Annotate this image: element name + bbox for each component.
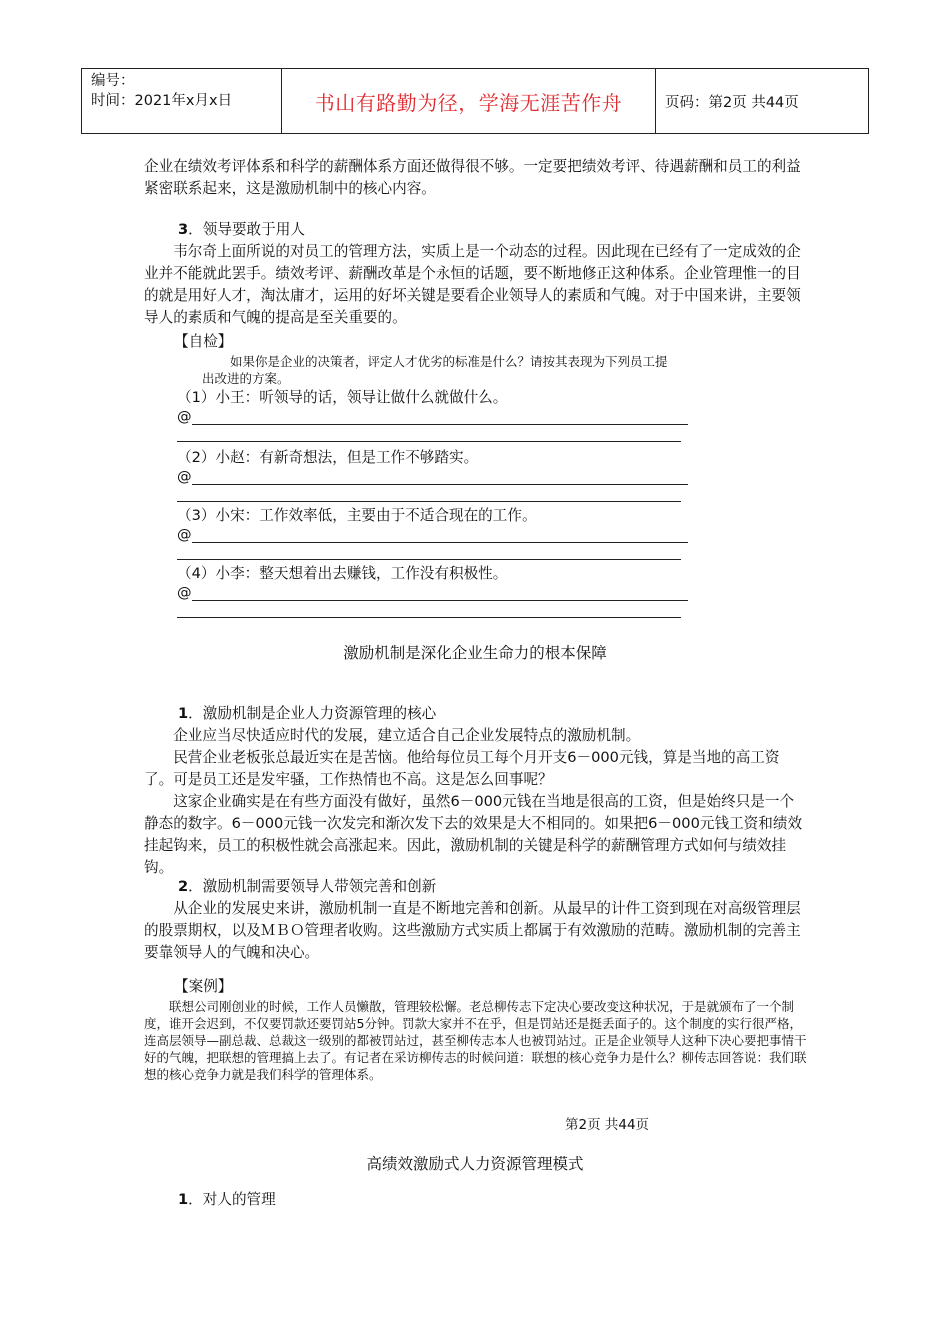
answer-line-3[interactable]: @ bbox=[177, 526, 688, 560]
answer-line-1[interactable]: @ bbox=[177, 408, 688, 442]
self-check-prompt-2: 出改进的方案。 bbox=[202, 371, 290, 386]
header-motto: 书山有路勤为径，学海无涯苦作舟 bbox=[282, 69, 656, 133]
answer-line-2[interactable]: @ bbox=[177, 468, 688, 502]
part-2-title: ．激励机制需要领导人带领完善和创新 bbox=[188, 878, 437, 895]
self-check-item-1: （1）小王：听领导的话，领导让做什么就做什么。 bbox=[177, 389, 508, 406]
page-header bbox=[81, 68, 869, 134]
section-3-heading bbox=[144, 219, 808, 241]
self-check-label: 【自检】 bbox=[174, 333, 233, 350]
part-2-number: 2 bbox=[178, 878, 189, 895]
answer-line-4[interactable]: @ bbox=[177, 584, 688, 618]
part-1-paragraph-2: 民营企业老板张总最近实在是苦恼。他给每位员工每个月开支6－000元钱，算是当地的高工资了。可是员工还是发牢骚，工作热情也不高。这是怎么回事呢？ bbox=[144, 749, 780, 788]
case-text: 联想公司刚创业的时候，工作人员懒散，管理较松懈。老总柳传志下定决心要改变这种状况，于是就颁布了一个制度，谁开会迟到，不仅要罚款还要罚站5分钟。罚款大家并不在乎，但是罚站还是挺丢面子的。这个制度的实行很严格，连高层领导—副总裁、总裁这一级别的都被罚站过，甚至柳传志本人也被罚站过。正是企业领导人这种下决心要把事情干好的气魄，把联想的管理搞上去了。有记者在采访柳传志的时候问道：联想的核心竞争力是什么？柳传志回答说：我们联想的核心竞争力就是我们科学的管理体系。 bbox=[144, 999, 807, 1082]
part-2 bbox=[144, 876, 808, 964]
part-1-heading bbox=[144, 703, 808, 725]
case-section bbox=[144, 976, 808, 1083]
header-page-number: 页码：第2页 共44页 bbox=[665, 94, 799, 111]
self-check-item-3: （3）小宋：工作效率低，主要由于不适合现在的工作。 bbox=[177, 507, 537, 524]
intro-paragraph: 企业在绩效考评体系和科学的薪酬体系方面还做得很不够。一定要把绩效考评、待遇薪酬和员工的利益紧密联系起来，这是激励机制中的核心内容。 bbox=[144, 158, 801, 197]
part-2-paragraph-1: 从企业的发展史来讲，激励机制一直是不断地完善和创新。从最早的计件工资到现在对高级管理层的股票期权，以及ＭＢＯ管理者收购。这些激励方式实质上都属于有效激励的范畴。激励机制的完善主要靠领导人的气魄和决心。 bbox=[144, 900, 801, 961]
part-1-paragraph-3: 这家企业确实是在有些方面没有做好，虽然6－000元钱在当地是很高的工资，但是始终只是一个静态的数字。6－000元钱一次发完和渐次发下去的效果是大不相同的。如果把6－000元钱工资和绩效挂起钩来，员工的积极性就会高涨起来。因此，激励机制的关键是科学的薪酬管理方式如何与绩效挂钩。 bbox=[144, 793, 803, 876]
header-meta bbox=[82, 69, 282, 133]
self-check-item-4: （4）小李：整天想着出去赚钱，工作没有积极性。 bbox=[177, 565, 508, 582]
section-3 bbox=[144, 219, 808, 329]
part-1 bbox=[144, 703, 808, 879]
self-check-item-2: （2）小赵：有新奇想法，但是工作不够踏实。 bbox=[177, 449, 479, 466]
heading-high-performance-model: 高绩效激励式人力资源管理模式 bbox=[366, 1155, 584, 1173]
part-1-paragraph-1: 企业应当尽快适应时代的发展，建立适合自己企业发展特点的激励机制。 bbox=[173, 727, 641, 744]
part-2-heading bbox=[144, 876, 808, 898]
self-check-prompt-1: 如果你是企业的决策者，评定人才优劣的标准是什么？请按其表现为下列员工提 bbox=[230, 354, 668, 369]
part-3 bbox=[144, 1189, 808, 1211]
case-label: 【案例】 bbox=[174, 978, 233, 995]
part-3-heading bbox=[144, 1189, 808, 1211]
part-3-title: ．对人的管理 bbox=[188, 1191, 276, 1208]
part-3-number: 1 bbox=[178, 1191, 189, 1208]
part-1-title: ．激励机制是企业人力资源管理的核心 bbox=[188, 705, 437, 722]
footer-page-number: 第2页 共44页 bbox=[565, 1117, 650, 1133]
self-check bbox=[144, 331, 808, 387]
section-3-number: 3 bbox=[178, 221, 189, 238]
section-3-paragraph: 韦尔奇上面所说的对员工的管理方法，实质上是一个动态的过程。因此现在已经有了一定成效的企业并不能就此罢手。绩效考评、薪酬改革是个永恒的话题，要不断地修正这种体系。企业管理惟一的目的就是用好人才，淘汰庸才，运用的好坏关键是要看企业领导人的素质和气魄。对于中国来讲，主要领导人的素质和气魄的提高是至关重要的。 bbox=[144, 243, 801, 326]
part-1-number: 1 bbox=[178, 705, 189, 722]
code-label: 编号： bbox=[91, 73, 135, 89]
section-3-title: ．领导要敢于用人 bbox=[188, 221, 305, 238]
intro-section bbox=[144, 156, 808, 200]
heading-incentive-mechanism: 激励机制是深化企业生命力的根本保障 bbox=[343, 644, 607, 662]
time-label: 时间：2021年x月x日 bbox=[91, 93, 233, 109]
